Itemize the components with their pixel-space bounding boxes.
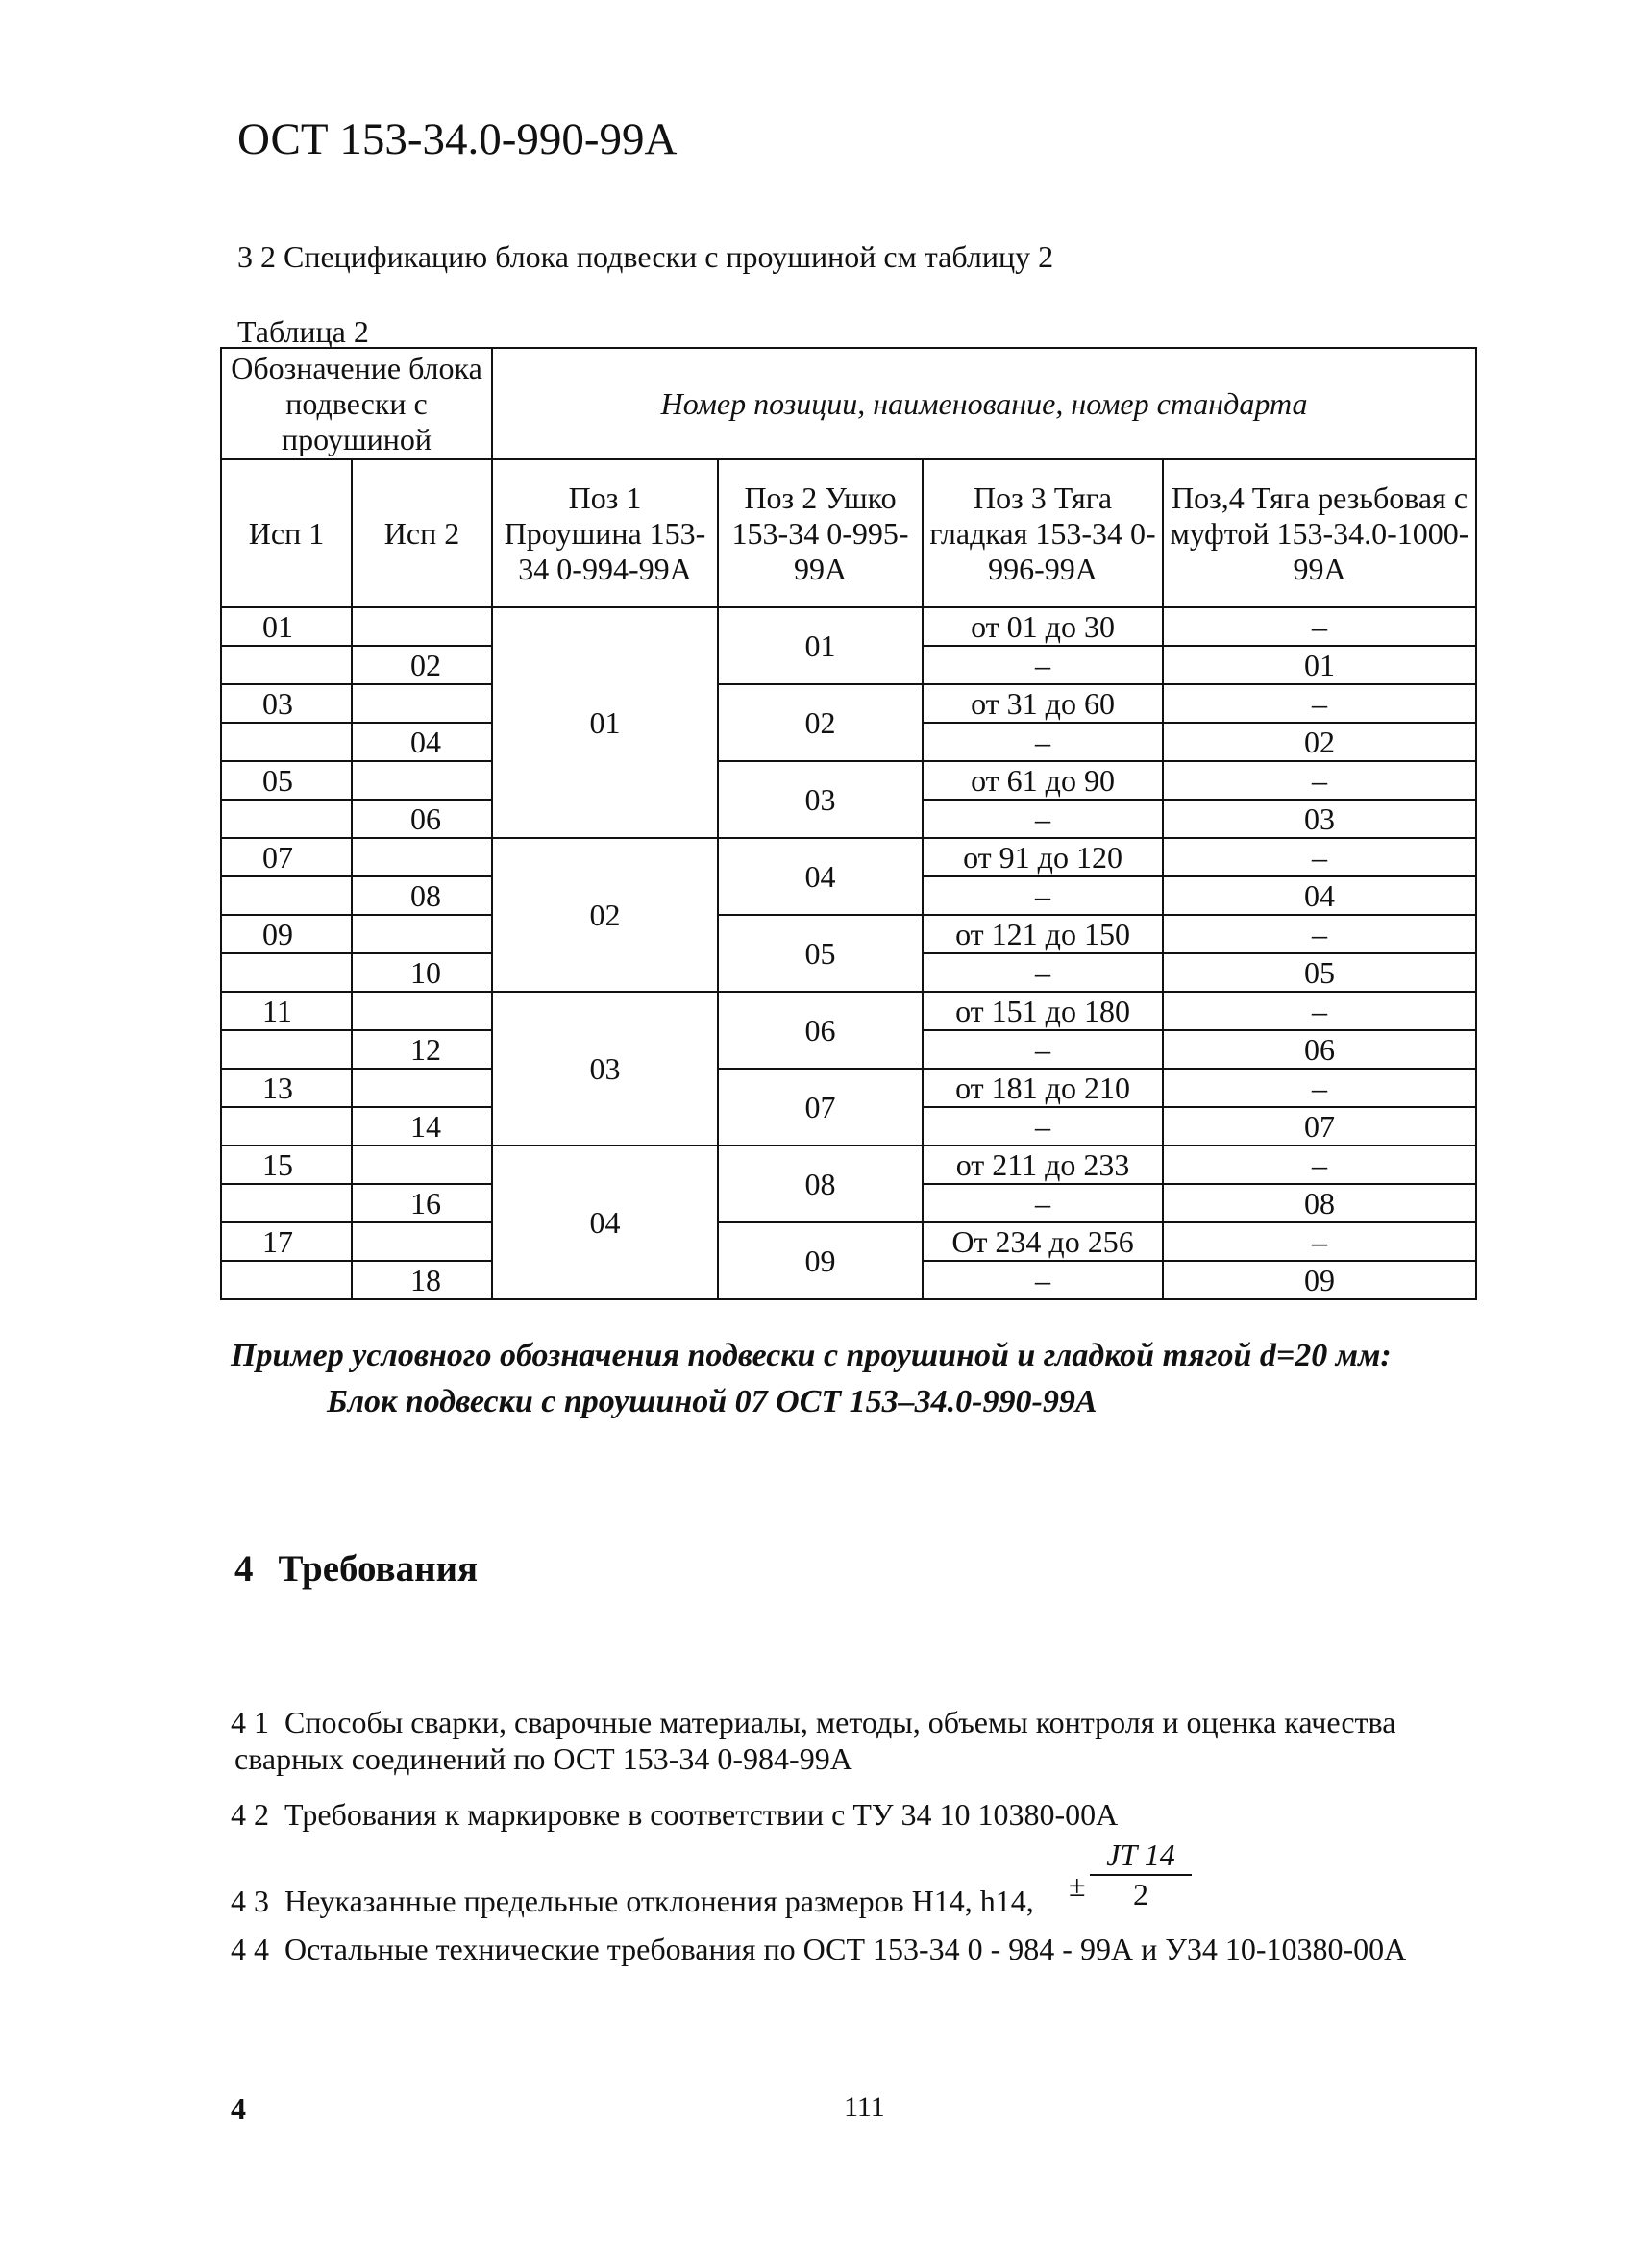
example-line-1: Пример условного обозначения подвески с проушиной и гладкой тягой d=20 мм: bbox=[231, 1338, 1392, 1373]
pos1-cell: 02 bbox=[492, 838, 718, 992]
isp1-cell: 11 bbox=[221, 992, 352, 1030]
pos2-cell: 05 bbox=[718, 915, 923, 992]
req-text: Остальные технические требования по ОСТ 153-34 0 - 984 - 99А и У34 10-10380-00А bbox=[284, 1932, 1407, 1966]
requirement-4-1-cont: сварных соединений по ОСТ 153-34 0-984-99А bbox=[234, 1741, 852, 1776]
isp2-empty bbox=[352, 1069, 492, 1107]
pos4-cell: 01 bbox=[1163, 646, 1476, 684]
pos4-cell: 08 bbox=[1163, 1184, 1476, 1222]
req-text: Неуказанные предельные отклонения размеров Н14, h14, bbox=[284, 1884, 1034, 1918]
tolerance-fraction bbox=[1086, 1836, 1196, 1912]
pos4-cell: – bbox=[1163, 915, 1476, 953]
pos2-cell: 06 bbox=[718, 992, 923, 1069]
head-pos3: Поз 3 Тяга гладкая 153-34 0-996-99А bbox=[923, 459, 1163, 607]
pos2-cell: 03 bbox=[718, 761, 923, 838]
isp1-cell: 05 bbox=[221, 761, 352, 800]
pos2-cell: 08 bbox=[718, 1146, 923, 1222]
head-pos2: Поз 2 Ушко 153-34 0-995-99А bbox=[718, 459, 923, 607]
page-number: 4 bbox=[231, 2091, 246, 2126]
isp2-empty bbox=[352, 992, 492, 1030]
pos4-cell: – bbox=[1163, 761, 1476, 800]
pos3-cell: от 91 до 120 bbox=[923, 838, 1163, 876]
head-isp1: Исп 1 bbox=[221, 459, 352, 607]
isp1-empty bbox=[221, 800, 352, 838]
pos4-cell: 03 bbox=[1163, 800, 1476, 838]
head-designation: Обозначение блока подвески с проушиной bbox=[221, 348, 492, 459]
isp2-cell: 16 bbox=[352, 1184, 492, 1222]
section-title: Требования bbox=[278, 1548, 479, 1590]
pos4-cell: 07 bbox=[1163, 1107, 1476, 1146]
isp2-empty bbox=[352, 1222, 492, 1261]
example-line-2: Блок подвески с проушиной 07 ОСТ 153–34.0-990-99А bbox=[327, 1384, 1098, 1419]
isp2-cell: 04 bbox=[352, 723, 492, 761]
isp2-cell: 02 bbox=[352, 646, 492, 684]
pos4-cell: – bbox=[1163, 1146, 1476, 1184]
pos3-cell: – bbox=[923, 1261, 1163, 1299]
isp1-empty bbox=[221, 1030, 352, 1069]
pos3-cell: от 211 до 233 bbox=[923, 1146, 1163, 1184]
isp2-empty bbox=[352, 915, 492, 953]
specification-table bbox=[220, 347, 1477, 1300]
pos3-cell: – bbox=[923, 723, 1163, 761]
pos4-cell: 02 bbox=[1163, 723, 1476, 761]
pos2-cell: 04 bbox=[718, 838, 923, 915]
fraction-numerator: JT 14 bbox=[1106, 1837, 1175, 1872]
isp1-cell: 03 bbox=[221, 684, 352, 723]
table-caption: Таблица 2 bbox=[237, 314, 369, 349]
head-pos4: Поз,4 Тяга резьбовая с муфтой 153-34.0-1000-99А bbox=[1163, 459, 1476, 607]
pos3-cell: – bbox=[923, 876, 1163, 915]
pos4-cell: – bbox=[1163, 1222, 1476, 1261]
isp2-cell: 08 bbox=[352, 876, 492, 915]
isp2-cell: 10 bbox=[352, 953, 492, 992]
requirement-4-2 bbox=[231, 1795, 1118, 1834]
req-text: Требования к маркировке в соответствии с ТУ 34 10 10380-00А bbox=[284, 1797, 1119, 1832]
isp1-empty bbox=[221, 1107, 352, 1146]
pos3-cell: от 151 до 180 bbox=[923, 992, 1163, 1030]
section-number: 4 bbox=[234, 1548, 254, 1590]
req-number: 4 1 bbox=[231, 1705, 269, 1739]
pos3-cell: от 121 до 150 bbox=[923, 915, 1163, 953]
requirement-4-4 bbox=[231, 1930, 1406, 1968]
pos2-cell: 01 bbox=[718, 607, 923, 684]
isp1-cell: 17 bbox=[221, 1222, 352, 1261]
sheet-number: 111 bbox=[844, 2091, 885, 2123]
document-header: ОСТ 153-34.0-990-99А bbox=[237, 114, 678, 164]
requirement-4-3 bbox=[231, 1882, 1034, 1920]
isp2-empty bbox=[352, 684, 492, 723]
pos1-cell: 04 bbox=[492, 1146, 718, 1299]
pos3-cell: От 234 до 256 bbox=[923, 1222, 1163, 1261]
isp2-cell: 18 bbox=[352, 1261, 492, 1299]
pos4-cell: – bbox=[1163, 1069, 1476, 1107]
isp2-empty bbox=[352, 761, 492, 800]
isp1-cell: 01 bbox=[221, 607, 352, 646]
pos3-cell: от 181 до 210 bbox=[923, 1069, 1163, 1107]
pos4-cell: 09 bbox=[1163, 1261, 1476, 1299]
head-isp2: Исп 2 bbox=[352, 459, 492, 607]
isp1-empty bbox=[221, 1261, 352, 1299]
fraction-denominator: 2 bbox=[1133, 1877, 1148, 1911]
req-number: 4 2 bbox=[231, 1797, 269, 1832]
isp1-empty bbox=[221, 646, 352, 684]
isp1-cell: 09 bbox=[221, 915, 352, 953]
pos4-cell: – bbox=[1163, 992, 1476, 1030]
paragraph-3-2: 3 2 Спецификацию блока подвески с проушиной см таблицу 2 bbox=[237, 239, 1054, 274]
isp2-empty bbox=[352, 607, 492, 646]
pos4-cell: 05 bbox=[1163, 953, 1476, 992]
pos3-cell: – bbox=[923, 1030, 1163, 1069]
pos2-cell: 09 bbox=[718, 1222, 923, 1299]
pos3-cell: – bbox=[923, 953, 1163, 992]
isp1-empty bbox=[221, 876, 352, 915]
pos3-cell: – bbox=[923, 646, 1163, 684]
section-4-heading bbox=[234, 1547, 478, 1590]
isp1-empty bbox=[221, 1184, 352, 1222]
pos3-cell: – bbox=[923, 800, 1163, 838]
requirement-4-1 bbox=[231, 1703, 1395, 1741]
head-position: Номер позиции, наименование, номер стандарта bbox=[492, 348, 1476, 459]
pos4-cell: – bbox=[1163, 838, 1476, 876]
pos4-cell: 06 bbox=[1163, 1030, 1476, 1069]
isp1-empty bbox=[221, 723, 352, 761]
plus-minus-sign: ± bbox=[1069, 1868, 1086, 1903]
pos3-cell: – bbox=[923, 1107, 1163, 1146]
pos3-cell: от 01 до 30 bbox=[923, 607, 1163, 646]
pos1-cell: 03 bbox=[492, 992, 718, 1146]
isp2-empty bbox=[352, 1146, 492, 1184]
pos2-cell: 07 bbox=[718, 1069, 923, 1146]
isp1-cell: 13 bbox=[221, 1069, 352, 1107]
pos3-cell: от 61 до 90 bbox=[923, 761, 1163, 800]
pos3-cell: – bbox=[923, 1184, 1163, 1222]
isp1-cell: 07 bbox=[221, 838, 352, 876]
pos2-cell: 02 bbox=[718, 684, 923, 761]
req-number: 4 3 bbox=[231, 1884, 269, 1918]
head-pos1: Поз 1 Проушина 153-34 0-994-99А bbox=[492, 459, 718, 607]
isp2-cell: 06 bbox=[352, 800, 492, 838]
req-text: Способы сварки, сварочные материалы, методы, объемы контроля и оценка качества bbox=[284, 1705, 1396, 1739]
isp2-cell: 12 bbox=[352, 1030, 492, 1069]
pos4-cell: – bbox=[1163, 607, 1476, 646]
req-number: 4 4 bbox=[231, 1932, 269, 1966]
isp1-cell: 15 bbox=[221, 1146, 352, 1184]
pos4-cell: 04 bbox=[1163, 876, 1476, 915]
pos3-cell: от 31 до 60 bbox=[923, 684, 1163, 723]
pos1-cell: 01 bbox=[492, 607, 718, 838]
isp2-empty bbox=[352, 838, 492, 876]
isp2-cell: 14 bbox=[352, 1107, 492, 1146]
pos4-cell: – bbox=[1163, 684, 1476, 723]
isp1-empty bbox=[221, 953, 352, 992]
